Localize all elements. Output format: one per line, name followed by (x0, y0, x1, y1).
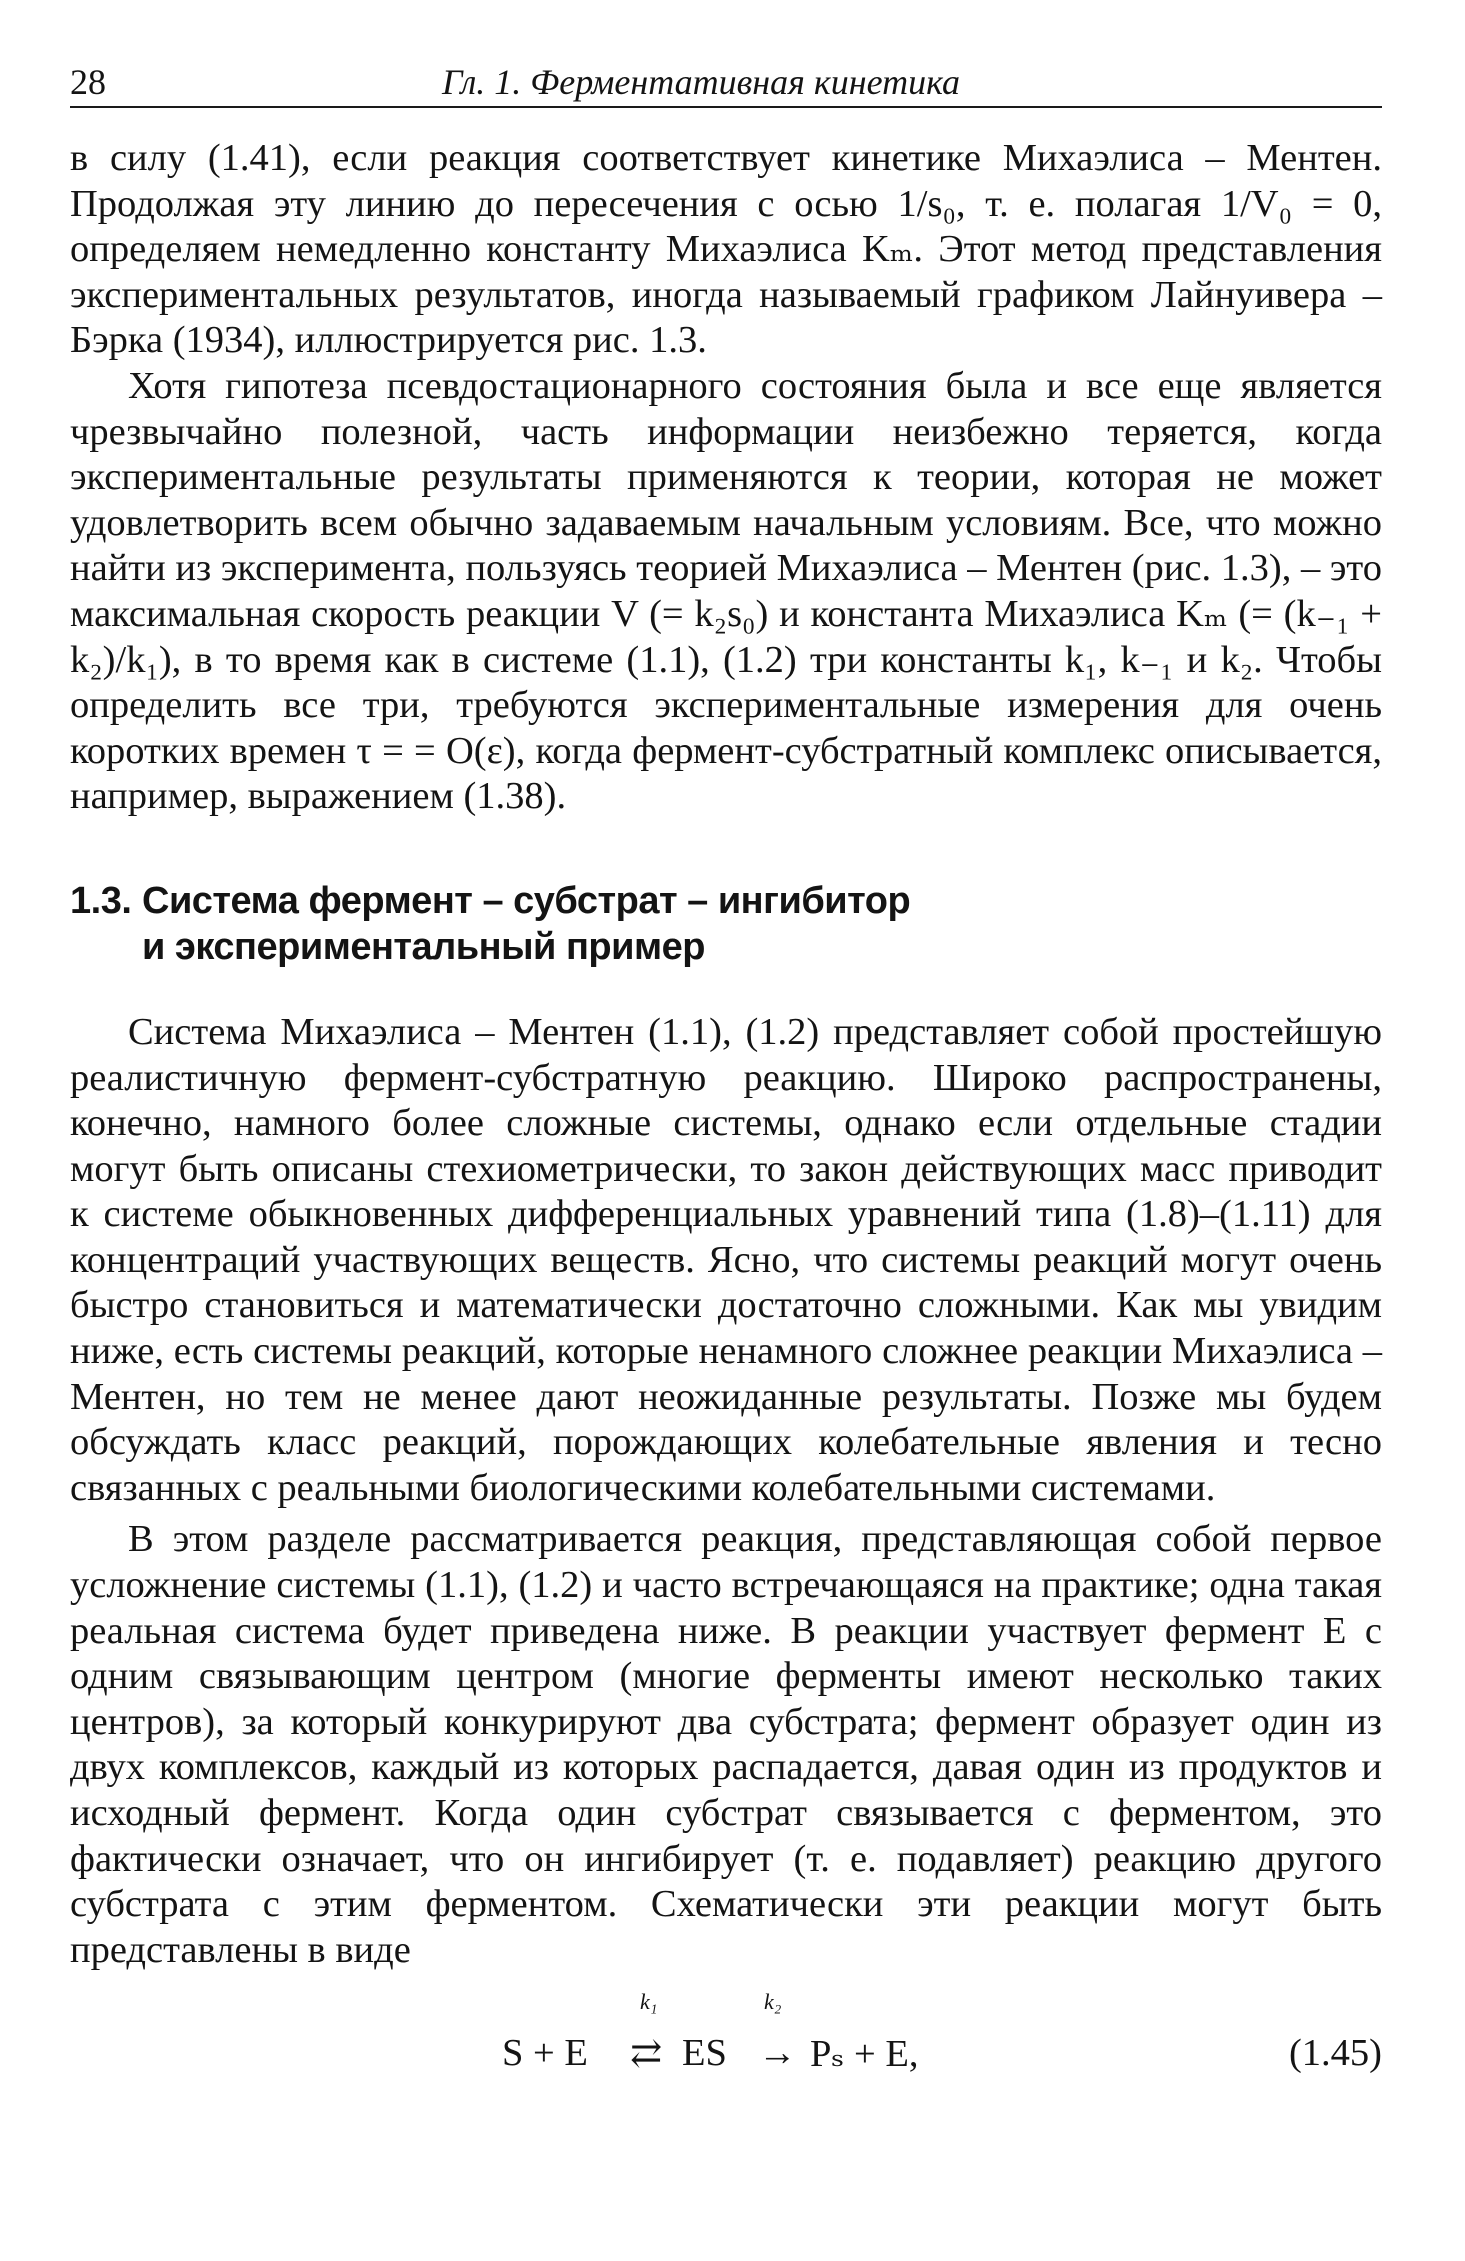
page-header (70, 60, 1382, 108)
paragraph-inhibitor-reaction: В этом разделе рассматривается реакция, представляющая собой первое усложнение системы (1.1), (1.2) и часто встречающаяся на практике; одна такая реальная система будет приведена ниже. В реакции участвует фермент E с одним связывающим центром (многие ферменты имеют несколько таких центров), за который конкурируют два субстрата; фермент образует один из двух комплексов, каждый из которых распадается, давая один из продуктов и исходный фермент. Когда один субстрат связывается с ферментом, это фактически означает, что он ингибирует (т. е. подавляет) реакцию другого субстрата с этим ферментом. Схематически эти реакции могут быть представлены в виде (70, 1518, 1382, 1971)
forward-arrow-icon: → (758, 2032, 797, 2075)
rate-constant-k1: k₁ (640, 1989, 658, 2015)
paragraph-lineweaver-burk: в силу (1.41), если реакция соответствует кинетике Михаэлиса – Ментен. Продолжая эту линию до пересечения с осью 1/s₀, т. е. полагая 1/V₀ = 0, определяем немедленно константу Михаэлиса Kₘ. Этот метод представления экспериментальных результатов, иногда называемый графиком Лайнуивера – Бэрка (1934), иллюстрируется рис. 1.3. (70, 137, 1382, 362)
equation-reactants: S + E (502, 2032, 588, 2075)
section-title-line2: и экспериментальный пример (142, 925, 705, 968)
section-title-line1: Система фермент – субстрат – ингибитор (142, 879, 911, 922)
equation-body (502, 1989, 1002, 2109)
reversible-arrow-icon: ⇄ (630, 2033, 663, 2076)
book-page (70, 60, 1382, 2109)
page-number: 28 (70, 62, 106, 102)
section-heading (70, 878, 1382, 970)
paragraph-michaelis-menten-system: Система Михаэлиса – Ментен (1.1), (1.2) представляет собой простейшую реалистичную фермент-субстратную реакцию. Широко распространены, конечно, намного более сложные системы, однако если отдельные стадии могут быть описаны стехиометрически, то закон действующих масс приводит к системе обыкновенных дифференциальных уравнений типа (1.8)–(1.11) для концентраций участвующих веществ. Ясно, что системы реакций могут очень быстро становиться и математически достаточно сложными. Как мы увидим ниже, есть системы реакций, которые ненамного сложнее реакции Михаэлиса – Ментен, но тем не менее дают неожиданные результаты. Позже мы будем обсуждать класс реакций, порождающих колебательные явления и тесно связанных с реальными биологическими колебательными системами. (70, 1010, 1382, 1509)
equation-1-45 (70, 1989, 1382, 2109)
section-number: 1.3. (70, 879, 132, 922)
rate-constant-k2: k₂ (764, 1989, 782, 2015)
running-title: Гл. 1. Ферментативная кинетика (442, 62, 961, 102)
equation-products: Pₛ + E, (810, 2033, 919, 2076)
equation-number: (1.45) (1288, 2032, 1382, 2075)
paragraph-pseudo-steady-state: Хотя гипотеза псевдостационарного состояния была и все еще является чрезвычайно полезной, часть информации неизбежно теряется, когда экспериментальные результаты применяются к теории, которая не может удовлетворить всем обычно задаваемым начальным условиям. Все, что можно найти из эксперимента, пользуясь теорией Михаэлиса – Ментен (рис. 1.3), – это максимальная скорость реакции V (= k₂s₀) и константа Михаэлиса Kₘ (= (k₋₁ + k₂)/k₁), в то время как в системе (1.1), (1.2) три константы k₁, k₋₁ и k₂. Чтобы определить все три, требуются экспериментальные измерения для очень коротких времен τ = = O(ε), когда фермент-субстратный комплекс описывается, например, выражением (1.38). (70, 364, 1382, 818)
equation-complex: ES (682, 2032, 727, 2075)
